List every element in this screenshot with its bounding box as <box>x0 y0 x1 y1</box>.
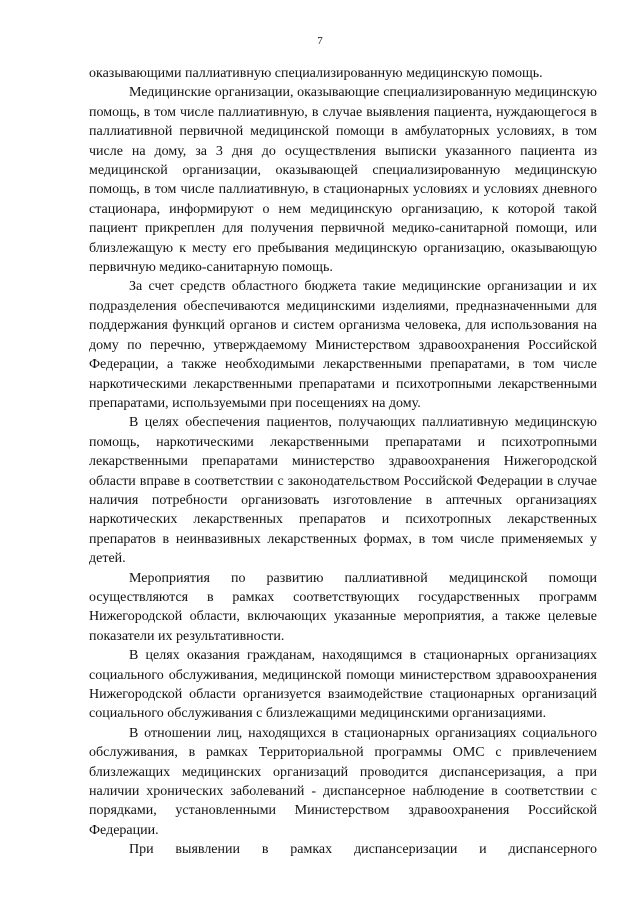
paragraph-social-service-cooperation: В целях оказания гражданам, находящимся в стационарных организациях социального обслуживания, медицинской помощи министерством здравоохранения Нижегородской области организуется взаимодействие стационарных организаций социального обслуживания с близлежащими медицинскими организациями. <box>89 648 597 722</box>
page-number: 7 <box>317 35 323 47</box>
paragraph-detection: При выявлении в рамках диспансеризации и диспансерного <box>129 842 597 858</box>
paragraph-continuation: оказывающими паллиативную специализированную медицинскую помощь. <box>89 66 543 81</box>
paragraph-narcotic-drugs: В целях обеспечения пациентов, получающих паллиативную медицинскую помощь, наркотическими лекарственными препаратами и психотропными лекарственными препаратами министерство здравоохранения Нижегородской области вправе в соответствии с законодательством Российской Федерации в случае наличия потребности организовать изготовление в аптечных организациях наркотических лекарственных препаратов и психотропных лекарственных препаратов в неинвазивных лекарственных формах, в том числе применяемых у детей. <box>89 415 597 567</box>
paragraph-specialized-care: Медицинские организации, оказывающие специализированную медицинскую помощь, в том числе паллиативную, в случае выявления пациента, нуждающегося в паллиативной первичной медицинской помощи в амбулаторных условиях, в том числе на дому, за 3 дня до осуществления выписки указанного пациента из медицинской организации, оказывающей специализированную медицинскую помощь, в том числе паллиативную, в стационарных условиях и условиях дневного стационара, информируют о нем медицинскую организацию, к которой такой пациент прикреплен для получения первичной медико-санитарной помощи, или близлежащую к месту его пребывания медицинскую организацию, оказывающую первичную медико-санитарную помощь. <box>89 85 597 276</box>
paragraph-dispensary-examination: В отношении лиц, находящихся в стационарных организациях социального обслуживания, в рамках Территориальной программы ОМС с привлечением близлежащих медицинских организаций проводится диспансеризация, а при наличии хронических заболеваний - диспансерное наблюдение в соответствии с порядками, установленными Министерством здравоохранения Российской Федерации. <box>89 725 597 838</box>
paragraph-development-measures: Мероприятия по развитию паллиативной медицинской помощи осуществляются в рамках соответствующих государственных программ Нижегородской области, включающих указанные мероприятия, а также целевые показатели их результативности. <box>89 570 597 644</box>
document-body <box>89 64 597 860</box>
paragraph-regional-budget: За счет средств областного бюджета такие медицинские организации и их подразделения обеспечиваются медицинскими изделиями, предназначенными для поддержания функций органов и систем организма человека, для использования на дому по перечню, утверждаемому Министерством здравоохранения Российской Федерации, а также необходимыми лекарственными препаратами, в том числе наркотическими лекарственными препаратами и психотропными лекарственными препаратами, используемыми при посещениях на дому. <box>89 279 597 411</box>
